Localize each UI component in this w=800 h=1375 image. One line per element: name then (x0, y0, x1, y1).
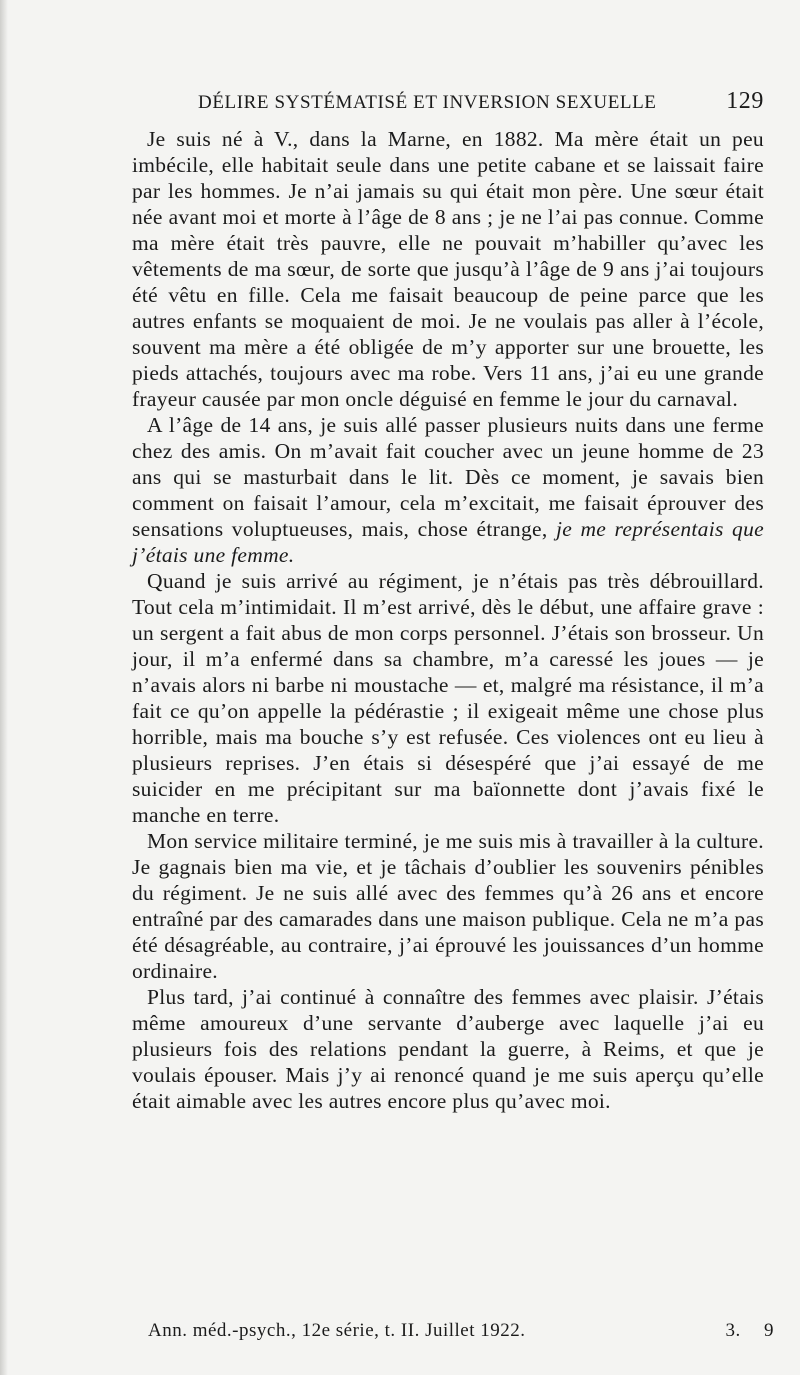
journal-reference: Ann. méd.-psych., 12e série, t. II. Juillet 1922. (148, 1320, 526, 1341)
paragraph (132, 568, 764, 828)
paragraph-text: Plus tard, j’ai continué à connaître des femmes avec plaisir. J’étais même amoureux d’une servante d’auberge avec laquelle j’ai eu plusieurs fois des relations pendant la guerre, à Reims, et que je voulais épouser. Mais j’y ai renoncé quand je me suis aperçu qu’elle était aimable avec les autres encore plus qu’avec moi. (132, 985, 764, 1113)
italic-phrase: je me représentais que j’étais une femme. (132, 517, 764, 567)
paragraph (132, 984, 764, 1114)
paragraph-text: Je suis né à V., dans la Marne, en 1882. Ma mère était un peu imbécile, elle habitait seule dans une petite cabane et se laissait faire par les hommes. Je n’ai jamais su qui était mon père. Une sœur était née avant moi et morte à l’âge de 8 ans ; je ne l’ai pas connue. Comme ma mère était très pauvre, elle ne pouvait m’habiller qu’avec les vêtements de ma sœur, de sorte que jusqu’à l’âge de 9 ans j’ai toujours été vêtu en fille. Cela me faisait beaucoup de peine parce que les autres enfants se moquaient de moi. Je ne voulais pas aller à l’école, souvent ma mère a été obligée de m’y apporter sur une brouette, les pieds attachés, toujours avec ma robe. Vers 11 ans, j’ai eu une grande frayeur causée par mon oncle déguisé en femme le jour du carnaval. (132, 127, 764, 411)
paragraph-text: A l’âge de 14 ans, je suis allé passer plusieurs nuits dans une ferme chez des amis. On m’avait fait coucher avec un jeune homme de 23 ans qui se masturbait dans le lit. Dès ce moment, je savais bien comment on faisait l’amour, cela m’excitait, me faisait éprouver des sensations voluptueuses, mais, chose étrange, (132, 413, 764, 541)
paragraph-text: Quand je suis arrivé au régiment, je n’étais pas très débrouillard. Tout cela m’intimidait. Il m’est arrivé, dès le début, une affaire grave : un sergent a fait abus de mon corps personnel. J’étais son brosseur. Un jour, il m’a enfermé dans sa chambre, m’a caressé les joues — je n’avais alors ni barbe ni moustache — et, malgré ma résistance, il m’a fait ce qu’on appelle la pédérastie ; il exigeait même une chose plus horrible, mais ma bouche s’y est refusée. Ces violences ont eu lieu à plusieurs reprises. J’en étais si désespéré que j’ai essayé de me suicider en me précipitant sur ma baïonnette dont j’avais fixé le manche en terre. (132, 569, 764, 827)
page-gutter-shadow (0, 0, 8, 1375)
body-text (132, 126, 764, 1114)
signature-mark: 3. 9 (725, 1320, 774, 1341)
paragraph (132, 828, 764, 984)
running-header (198, 88, 764, 118)
page-number: 129 (726, 88, 764, 114)
paragraph (132, 126, 764, 412)
paragraph (132, 412, 764, 568)
paragraph-text: Mon service militaire terminé, je me suis mis à travailler à la culture. Je gagnais bien ma vie, et je tâchais d’oublier les souvenirs pénibles du régiment. Je ne suis allé avec des femmes qu’à 26 ans et encore entraîné par des camarades dans une maison publique. Cela ne m’a pas été désagréable, au contraire, j’ai éprouvé les jouissances d’un homme ordinaire. (132, 829, 764, 983)
running-title: DÉLIRE SYSTÉMATISÉ ET INVERSION SEXUELLE (198, 92, 657, 113)
